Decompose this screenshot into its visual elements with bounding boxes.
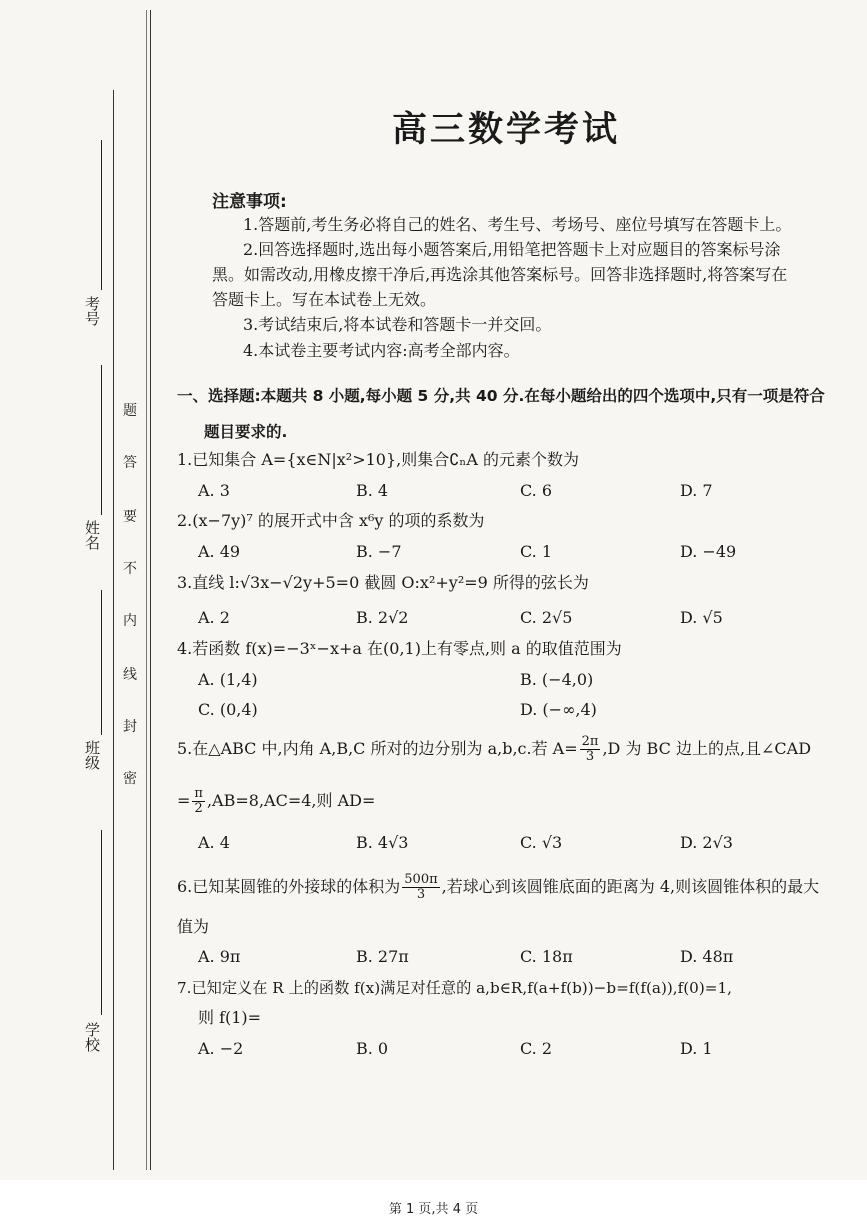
q1-option-d[interactable]: D. 7 [680,481,713,500]
class-blank[interactable] [101,590,102,735]
section-heading-cont: 题目要求的. [204,423,288,441]
class-label: 班级 [83,740,101,770]
seal-char: 不 [123,561,137,577]
notice-line: 4.本试卷主要考试内容:高考全部内容。 [243,341,520,360]
exam-number-label: 考号 [83,296,101,326]
page-footer [0,1180,867,1227]
q2-option-b[interactable]: B. −7 [356,542,402,561]
q3-option-a[interactable]: A. 2 [198,608,230,627]
question-5-line2 [177,786,375,816]
question-6-stem [177,872,819,902]
q3-option-c[interactable]: C. 2√5 [520,608,573,627]
school-blank[interactable] [101,830,102,1015]
notice-line: 3.考试结束后,将本试卷和答题卡一并交回。 [243,315,552,334]
binding-line-inner [150,10,151,1170]
q6-stem-part: 6.已知某圆锥的外接球的体积为 [177,877,401,896]
question-1-stem: 1.已知集合 A={x∈N|x²>10},则集合∁ₙA 的元素个数为 [177,450,579,469]
notice-line: 1.答题前,考生务必将自己的姓名、考生号、考场号、座位号填写在答题卡上。 [243,215,792,234]
q5-fraction-2 [192,787,205,816]
q4-option-a[interactable]: A. (1,4) [198,670,258,689]
question-7-line2: 则 f(1)= [198,1008,262,1027]
name-blank[interactable] [101,365,102,515]
q5-option-a[interactable]: A. 4 [198,833,230,852]
q5-frac-den: 3 [585,749,595,764]
q5-line2-part: ,AB=8,AC=4,则 AD= [206,791,376,810]
q6-option-c[interactable]: C. 18π [520,947,573,966]
q5-frac2-num: π [194,786,203,801]
q6-frac-den: 3 [416,887,426,902]
q6-frac-num: 500π [404,872,438,887]
q7-option-d[interactable]: D. 1 [680,1039,713,1058]
question-5-stem [177,734,811,764]
seal-char: 题 [123,403,137,419]
seal-char: 答 [123,455,137,471]
q6-fraction [402,873,439,902]
question-7-stem: 7.已知定义在 R 上的函数 f(x)满足对任意的 a,b∈R,f(a+f(b))−b=f(f(a)),f(0)=1, [177,979,732,997]
q1-option-c[interactable]: C. 6 [520,481,553,500]
q6-option-b[interactable]: B. 27π [356,947,409,966]
q1-option-a[interactable]: A. 3 [198,481,230,500]
seal-char: 线 [123,667,137,683]
q5-frac2-den: 2 [194,801,203,816]
question-2-stem: 2.(x−7y)⁷ 的展开式中含 x⁶y 的项的系数为 [177,511,485,530]
q1-option-b[interactable]: B. 4 [356,481,389,500]
q4-option-c[interactable]: C. (0,4) [198,700,258,719]
page-number: 第 1 页,共 4 页 [388,1202,479,1217]
q3-option-d[interactable]: D. √5 [680,608,723,627]
q2-option-a[interactable]: A. 49 [198,542,241,561]
q5-option-d[interactable]: D. 2√3 [680,833,733,852]
page-title: 高三数学考试 [392,110,621,150]
exam-number-blank[interactable] [101,140,102,290]
q5-line2-part: = [177,791,191,810]
binding-line-outer [113,90,114,1170]
seal-char: 封 [123,719,137,735]
q7-option-a[interactable]: A. −2 [198,1039,244,1058]
q5-option-b[interactable]: B. 4√3 [356,833,409,852]
q2-option-c[interactable]: C. 1 [520,542,553,561]
binding-line-right [146,10,147,1170]
question-3-stem: 3.直线 l:√3x−√2y+5=0 截圆 O:x²+y²=9 所得的弦长为 [177,573,589,592]
notice-line: 黑。如需改动,用橡皮擦干净后,再选涂其他答案标号。回答非选择题时,将答案写在 [212,265,788,284]
q5-stem-part: ,D 为 BC 边上的点,且∠CAD [602,739,812,758]
q5-option-c[interactable]: C. √3 [520,833,563,852]
bleed-through-text [190,152,194,168]
q4-option-b[interactable]: B. (−4,0) [520,670,594,689]
q3-option-b[interactable]: B. 2√2 [356,608,409,627]
seal-char: 要 [123,509,137,525]
q7-option-b[interactable]: B. 0 [356,1039,389,1058]
q6-option-d[interactable]: D. 48π [680,947,734,966]
q6-option-a[interactable]: A. 9π [198,947,241,966]
section-heading: 一、选择题:本题共 8 小题,每小题 5 分,共 40 分.在每小题给出的四个选项中,只有一项是符合 [177,387,825,405]
q5-frac-num: 2π [581,734,599,749]
q7-option-c[interactable]: C. 2 [520,1039,553,1058]
q5-stem-part: 5.在△ABC 中,内角 A,B,C 所对的边分别为 a,b,c.若 A= [177,739,578,758]
q6-stem-part: ,若球心到该圆锥底面的距离为 4,则该圆锥体积的最大 [441,877,820,896]
question-6-line2: 值为 [177,917,210,936]
question-4-stem: 4.若函数 f(x)=−3ˣ−x+a 在(0,1)上有零点,则 a 的取值范围为 [177,639,622,658]
name-label: 姓名 [83,520,101,550]
q5-fraction [580,735,601,764]
seal-char: 内 [123,613,137,629]
seal-char: 密 [123,771,137,787]
notice-line: 答题卡上。写在本试卷上无效。 [212,290,437,309]
notice-heading: 注意事项: [212,192,287,212]
q4-option-d[interactable]: D. (−∞,4) [520,700,597,719]
q2-option-d[interactable]: D. −49 [680,542,737,561]
notice-line: 2.回答选择题时,选出每小题答案后,用铅笔把答题卡上对应题目的答案标号涂 [243,240,781,259]
school-label: 学校 [83,1022,101,1052]
